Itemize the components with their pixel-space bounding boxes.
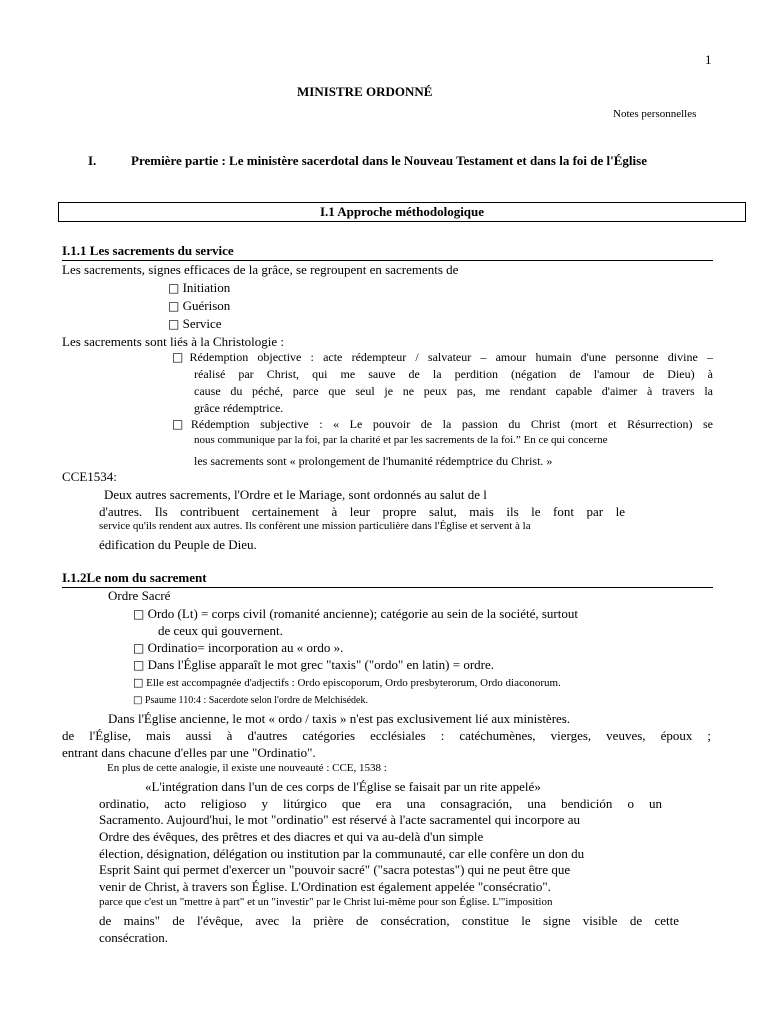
list-item (168, 299, 230, 312)
bullet-text: Dans l'Église apparaît le mot grec "taxis" ("ordo" en latin) = ordre. (147, 657, 494, 672)
bullet-text: Psaume 110:4 : Sacerdote selon l'ordre de Melchisédek. (144, 695, 368, 706)
checkbox-icon: □ (168, 299, 180, 313)
obj-line (172, 351, 713, 363)
quote-line: Sacramento. Aujourd'hui, le mot "ordinatio" est réservé à l'acte sacramentel qui incorpore au (99, 812, 580, 827)
quote-line: Ordre des évêques, des prêtres et des diacres et qui va au-delà d'un simple (99, 829, 484, 844)
checkbox-icon: □ (133, 658, 145, 672)
obj-line: cause du péché, parce que seul je ne peux pas, me rendant capable d'aimer à travers la (194, 384, 713, 398)
quote-line: parce que c'est un "mettre à part" et un "investir" par le Christ lui-même pour son Église. L'"imposition (99, 896, 553, 908)
bullet-text: Ordinatio= incorporation au « ordo ». (147, 640, 344, 655)
list-item-label: Service (182, 316, 222, 331)
cce-line: d'autres. Ils contribuent certainement à leur propre salut, mais ils le font par le (99, 504, 625, 519)
checkbox-icon: □ (172, 417, 191, 431)
bullet-line (133, 658, 494, 671)
list-item (168, 317, 222, 330)
checkbox-icon: □ (168, 281, 180, 295)
cce-line: Deux autres sacrements, l'Ordre et le Mariage, sont ordonnés au salut de l (104, 487, 487, 502)
obj-line: grâce rédemptrice. (194, 401, 284, 415)
quote-line: ordinatio, acto religioso y litúrgico que era una consagración, una bendición o un (99, 796, 662, 811)
bullet-line (133, 677, 561, 689)
section-box-title: I.1 Approche méthodologique (319, 204, 485, 219)
plus-line: En plus de cette analogie, il existe une nouveauté : CCE, 1538 : (107, 762, 387, 774)
obj-line: réalisé par Christ, qui me sauve de la perdition (négation de l'amour de Dieu) à (194, 367, 713, 381)
bullet-text: Elle est accompagnée d'adjectifs : Ordo episcoporum, Ordo presbyterorum, Ordo diaconorum. (146, 677, 561, 689)
notes-label: Notes personnelles (613, 108, 697, 120)
ancient-line: Dans l'Église ancienne, le mot « ordo / taxis » n'est pas exclusivement lié aux ministères. (108, 711, 571, 726)
sec1-intro: Les sacrements, signes efficaces de la grâce, se regroupent en sacrements de (62, 262, 459, 277)
sec2-heading: I.1.2Le nom du sacrement (62, 570, 207, 585)
bullet-continuation: de ceux qui gouvernent. (158, 623, 283, 638)
bullet-line (133, 607, 578, 620)
checkbox-icon: □ (133, 695, 143, 706)
subj-line: les sacrements sont « prolongement de l'humanité rédemptrice du Christ. » (194, 454, 553, 468)
sec1-heading: I.1.1 Les sacrements du service (62, 243, 234, 258)
page-number: 1 (705, 52, 712, 67)
bullet-line (133, 641, 343, 654)
ordre-label: Ordre Sacré (108, 588, 171, 603)
list-item-label: Initiation (182, 280, 231, 295)
cce-line: édification du Peuple de Dieu. (99, 537, 257, 552)
cce-line: service qu'ils rendent aux autres. Ils confèrent une mission particulière dans l'Église et servent à la (99, 520, 531, 532)
subj-line: nous communique par la foi, par la charité et par les sacrements de la foi.” En ce qui concerne (194, 434, 608, 446)
checkbox-icon: □ (133, 607, 145, 621)
page-title: MINISTRE ORDONNÉ (297, 84, 433, 99)
checkbox-icon: □ (168, 317, 180, 331)
quote-line: venir de Christ, à travers son Église. L'Ordination est également appelée "consécratio". (99, 879, 551, 894)
ancient-line: de l'Église, mais aussi à d'autres catégories ecclésiales : catéchumènes, vierges, veuves, époux ; (62, 728, 711, 743)
sec1-rule (62, 260, 713, 261)
subj-line (172, 418, 713, 430)
part-number: I. (88, 153, 97, 168)
bullet-line (133, 696, 368, 706)
bullet-text: Ordo (Lt) = corps civil (romanité ancienne); catégorie au sein de la société, surtout (147, 606, 578, 621)
obj-text: Rédemption objective : acte rédempteur / salvateur – amour humain d'une personne divine – (189, 350, 713, 364)
quote-line: consécration. (99, 930, 168, 945)
checkbox-icon: □ (172, 350, 190, 364)
list-item (168, 281, 230, 294)
list-item-label: Guérison (182, 298, 231, 313)
ancient-line: entrant dans chacune d'elles par une "Ordinatio". (62, 745, 316, 760)
subj-text: Rédemption subjective : « Le pouvoir de la passion du Christ (mort et Résurrection) se (190, 417, 714, 431)
checkbox-icon: □ (133, 676, 144, 689)
quote-line: Esprit Saint qui permet d'exercer un "pouvoir sacré" ("sacra potestas") qui ne peut être que (99, 862, 571, 877)
quote-line: élection, désignation, délégation ou institution par la communauté, car elle confère un don du (99, 846, 585, 861)
quote-line: «L'intégration dans l'un de ces corps de l'Église se faisait par un rite appelé» (145, 779, 541, 794)
quote-line: de mains" de l'évêque, avec la prière de consécration, constitue le signe visible de cette (99, 913, 679, 928)
part-title: Première partie : Le ministère sacerdotal dans le Nouveau Testament et dans la foi de l'Église (131, 153, 647, 168)
christology-intro: Les sacrements sont liés à la Christologie : (62, 334, 285, 349)
checkbox-icon: □ (133, 641, 145, 655)
cce-ref: CCE1534: (62, 469, 117, 484)
